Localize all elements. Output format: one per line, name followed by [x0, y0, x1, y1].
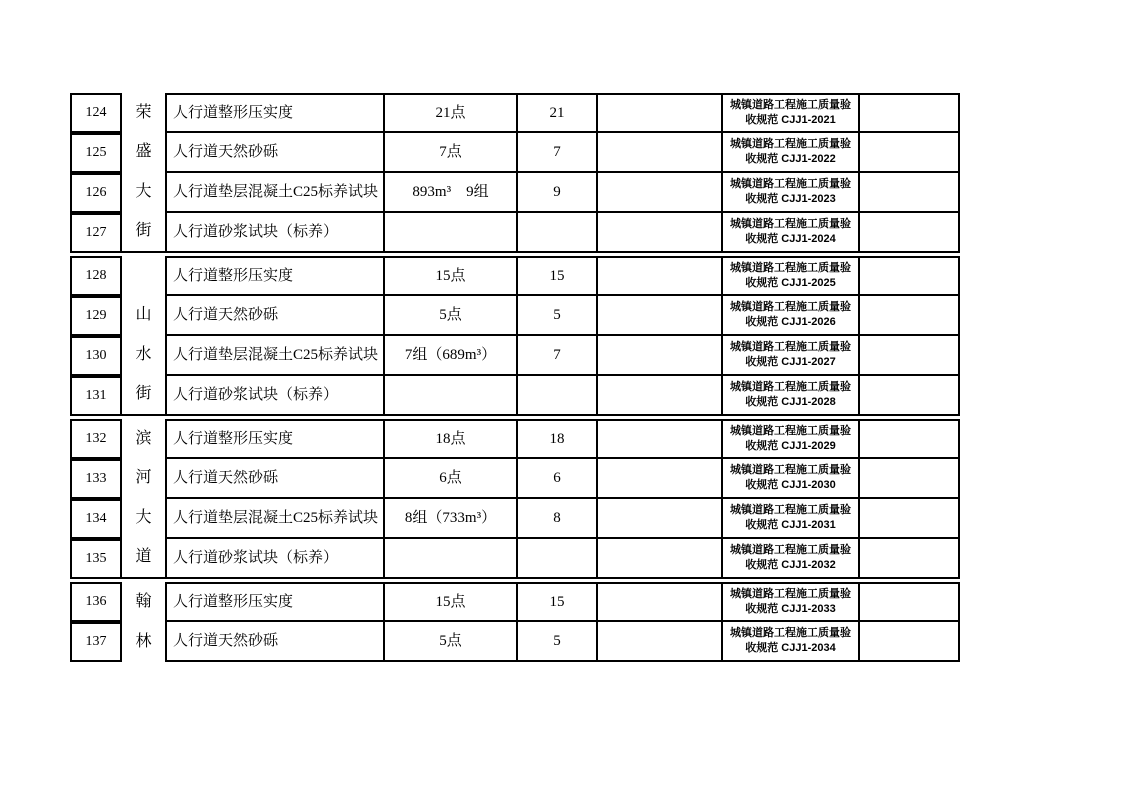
- standard-reference-cell: 城镇道路工程施工质量验收规范 CJJ1-2030: [723, 459, 860, 499]
- count-cell: 7: [518, 336, 598, 376]
- count-cell: 18: [518, 419, 598, 459]
- street-name-cell: [122, 93, 167, 253]
- item-name-cell: 人行道垫层混凝土C25标养试块: [167, 173, 385, 213]
- street-group: [70, 419, 960, 579]
- standard-reference-cell: 城镇道路工程施工质量验收规范 CJJ1-2023: [723, 173, 860, 213]
- quantity-cell: 6点: [385, 459, 518, 499]
- remark-cell: [860, 256, 960, 296]
- empty-cell: [598, 133, 723, 173]
- street-name-char: 街: [135, 385, 152, 403]
- count-cell: 8: [518, 499, 598, 539]
- item-name-cell: 人行道天然砂砾: [167, 296, 385, 336]
- quantity-cell: [385, 213, 518, 253]
- count-cell: [518, 539, 598, 579]
- item-name-cell: 人行道垫层混凝土C25标养试块: [167, 499, 385, 539]
- standard-reference-cell: 城镇道路工程施工质量验收规范 CJJ1-2027: [723, 336, 860, 376]
- row-number-cell: 127: [70, 213, 122, 253]
- row-number-cell: 133: [70, 459, 122, 499]
- street-group: [70, 582, 960, 662]
- quantity-cell: 8组（733m³）: [385, 499, 518, 539]
- row-number-cell: 124: [70, 93, 122, 133]
- inspection-record-table: [70, 93, 960, 665]
- street-name-char: 大: [135, 508, 152, 526]
- standard-reference-cell: 城镇道路工程施工质量验收规范 CJJ1-2026: [723, 296, 860, 336]
- empty-cell: [598, 499, 723, 539]
- standard-reference-cell: 城镇道路工程施工质量验收规范 CJJ1-2029: [723, 419, 860, 459]
- empty-cell: [598, 173, 723, 213]
- item-name-cell: 人行道天然砂砾: [167, 459, 385, 499]
- count-cell: 7: [518, 133, 598, 173]
- row-number-cell: 132: [70, 419, 122, 459]
- standard-reference-cell: 城镇道路工程施工质量验收规范 CJJ1-2032: [723, 539, 860, 579]
- street-name-char: 翰: [135, 593, 152, 611]
- remark-cell: [860, 622, 960, 662]
- standard-reference-cell: 城镇道路工程施工质量验收规范 CJJ1-2034: [723, 622, 860, 662]
- standard-reference-cell: 城镇道路工程施工质量验收规范 CJJ1-2021: [723, 93, 860, 133]
- street-name-char: [122, 256, 165, 296]
- street-name-char: 盛: [135, 143, 152, 161]
- count-cell: 9: [518, 173, 598, 213]
- quantity-cell: [385, 376, 518, 416]
- row-number-cell: 136: [70, 582, 122, 622]
- remark-cell: [860, 213, 960, 253]
- street-name-cell: [122, 419, 167, 579]
- row-number-cell: 137: [70, 622, 122, 662]
- item-name-cell: 人行道整形压实度: [167, 419, 385, 459]
- empty-cell: [598, 539, 723, 579]
- count-cell: 5: [518, 296, 598, 336]
- count-cell: 15: [518, 582, 598, 622]
- standard-reference-cell: 城镇道路工程施工质量验收规范 CJJ1-2031: [723, 499, 860, 539]
- item-name-cell: 人行道整形压实度: [167, 256, 385, 296]
- street-name-char: 水: [135, 345, 152, 363]
- item-name-cell: 人行道砂浆试块（标养）: [167, 376, 385, 416]
- row-number-cell: 129: [70, 296, 122, 336]
- remark-cell: [860, 459, 960, 499]
- remark-cell: [860, 499, 960, 539]
- quantity-cell: 5点: [385, 622, 518, 662]
- item-name-cell: 人行道整形压实度: [167, 93, 385, 133]
- remark-cell: [860, 296, 960, 336]
- street-name-char: 河: [135, 469, 152, 487]
- item-name-cell: 人行道天然砂砾: [167, 133, 385, 173]
- standard-reference-cell: 城镇道路工程施工质量验收规范 CJJ1-2022: [723, 133, 860, 173]
- remark-cell: [860, 93, 960, 133]
- street-group: [70, 93, 960, 253]
- remark-cell: [860, 133, 960, 173]
- item-name-cell: 人行道砂浆试块（标养）: [167, 539, 385, 579]
- item-name-cell: 人行道天然砂砾: [167, 622, 385, 662]
- empty-cell: [598, 213, 723, 253]
- item-name-cell: 人行道砂浆试块（标养）: [167, 213, 385, 253]
- remark-cell: [860, 539, 960, 579]
- quantity-cell: 893m³ 9组: [385, 173, 518, 213]
- count-cell: [518, 376, 598, 416]
- street-name-char: 街: [135, 222, 152, 240]
- row-number-cell: 126: [70, 173, 122, 213]
- quantity-cell: 21点: [385, 93, 518, 133]
- quantity-cell: 15点: [385, 582, 518, 622]
- standard-reference-cell: 城镇道路工程施工质量验收规范 CJJ1-2033: [723, 582, 860, 622]
- street-group: [70, 256, 960, 416]
- row-number-cell: 134: [70, 499, 122, 539]
- remark-cell: [860, 419, 960, 459]
- remark-cell: [860, 376, 960, 416]
- quantity-cell: 7点: [385, 133, 518, 173]
- street-name-char: 滨: [135, 429, 152, 447]
- count-cell: [518, 213, 598, 253]
- item-name-cell: 人行道垫层混凝土C25标养试块: [167, 336, 385, 376]
- empty-cell: [598, 336, 723, 376]
- row-number-cell: 130: [70, 336, 122, 376]
- count-cell: 21: [518, 93, 598, 133]
- empty-cell: [598, 622, 723, 662]
- row-number-cell: 135: [70, 539, 122, 579]
- street-name-char: 道: [135, 548, 152, 566]
- street-name-char: 荣: [135, 103, 152, 121]
- empty-cell: [598, 459, 723, 499]
- count-cell: 5: [518, 622, 598, 662]
- street-name-cell: [122, 582, 167, 662]
- standard-reference-cell: 城镇道路工程施工质量验收规范 CJJ1-2024: [723, 213, 860, 253]
- empty-cell: [598, 376, 723, 416]
- row-number-cell: 128: [70, 256, 122, 296]
- empty-cell: [598, 93, 723, 133]
- empty-cell: [598, 582, 723, 622]
- remark-cell: [860, 173, 960, 213]
- row-number-cell: 131: [70, 376, 122, 416]
- remark-cell: [860, 336, 960, 376]
- empty-cell: [598, 296, 723, 336]
- quantity-cell: 15点: [385, 256, 518, 296]
- empty-cell: [598, 419, 723, 459]
- count-cell: 6: [518, 459, 598, 499]
- street-name-char: 山: [135, 306, 152, 324]
- remark-cell: [860, 582, 960, 622]
- street-name-char: 林: [135, 633, 152, 651]
- street-name-cell: [122, 256, 167, 416]
- item-name-cell: 人行道整形压实度: [167, 582, 385, 622]
- standard-reference-cell: 城镇道路工程施工质量验收规范 CJJ1-2028: [723, 376, 860, 416]
- empty-cell: [598, 256, 723, 296]
- standard-reference-cell: 城镇道路工程施工质量验收规范 CJJ1-2025: [723, 256, 860, 296]
- count-cell: 15: [518, 256, 598, 296]
- quantity-cell: 5点: [385, 296, 518, 336]
- street-name-char: 大: [135, 182, 152, 200]
- quantity-cell: 18点: [385, 419, 518, 459]
- row-number-cell: 125: [70, 133, 122, 173]
- quantity-cell: 7组（689m³）: [385, 336, 518, 376]
- quantity-cell: [385, 539, 518, 579]
